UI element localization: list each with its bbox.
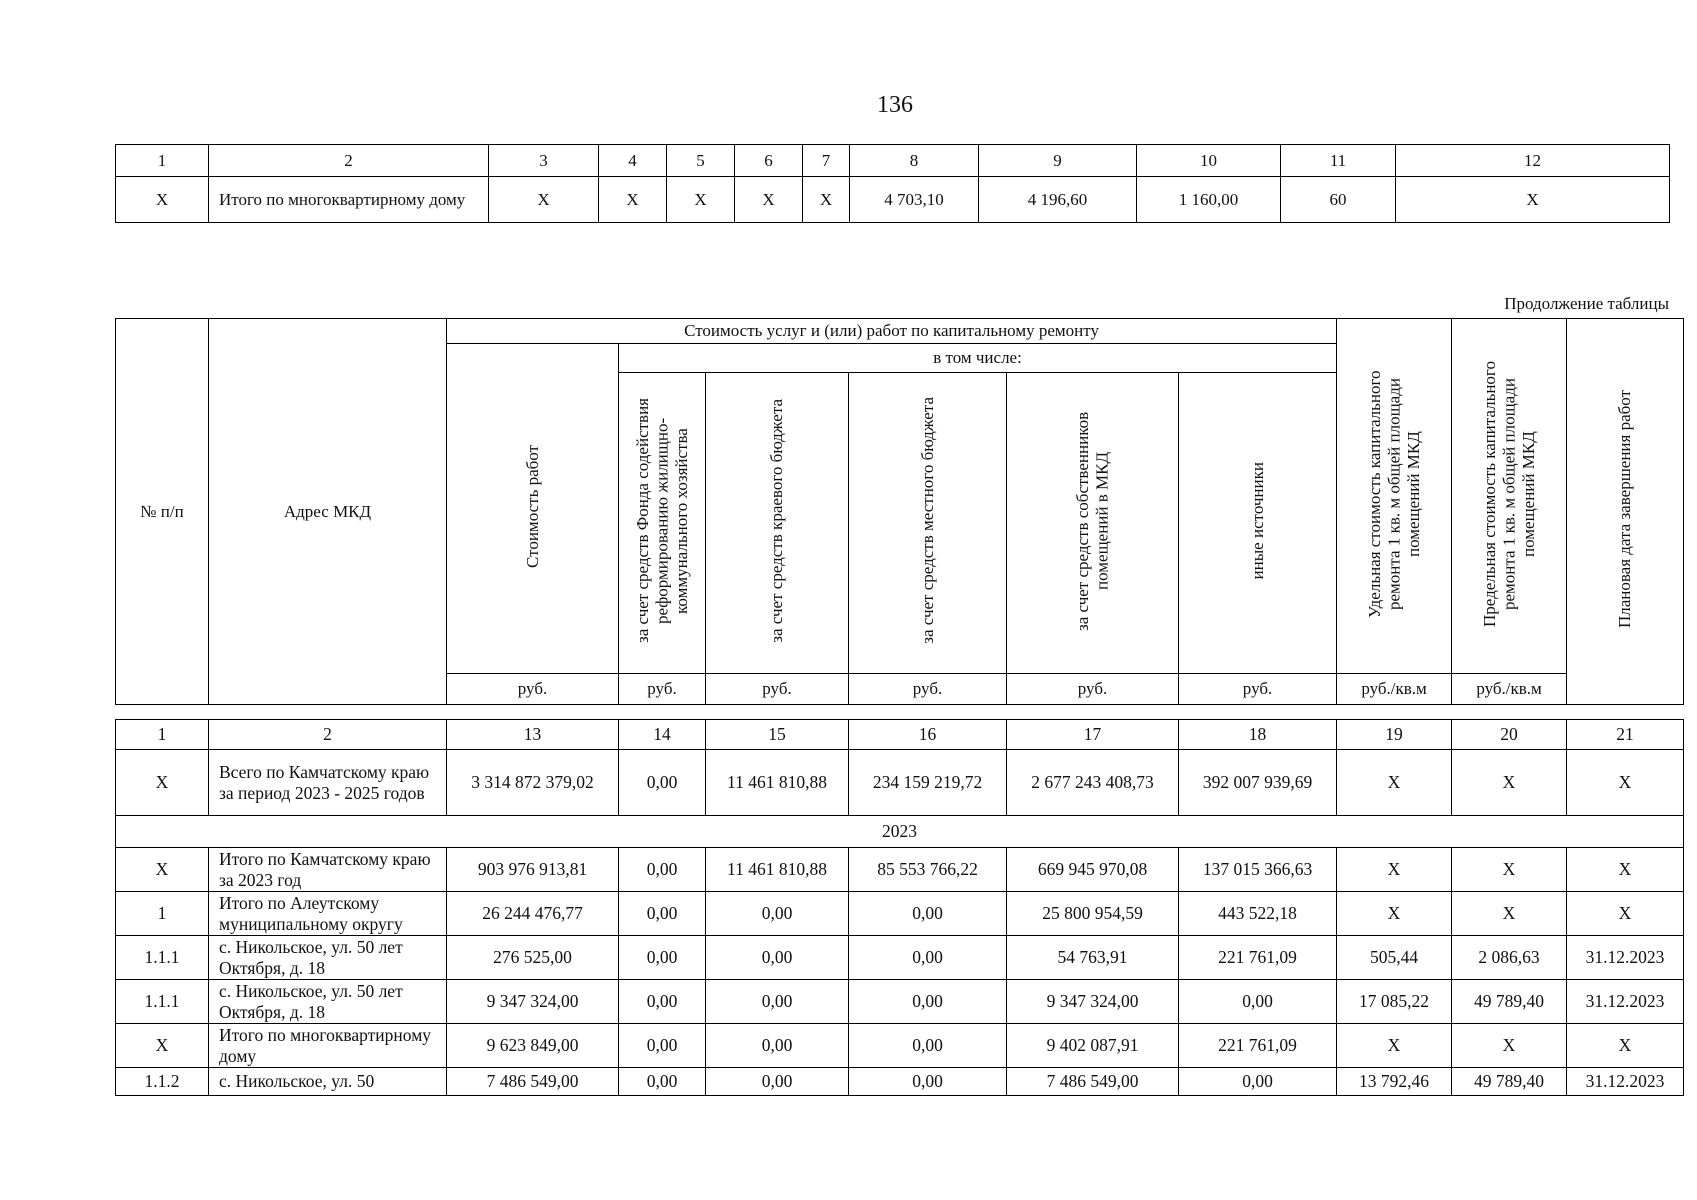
header-including: в том числе: [619,344,1337,373]
table-cell: 0,00 [1179,1068,1337,1096]
table-cell: 26 244 476,77 [447,892,619,936]
table-cell: 0,00 [619,1024,706,1068]
table-cell: 903 976 913,81 [447,848,619,892]
column-number-cell: 10 [1137,145,1281,177]
table-cell: Х [116,1024,209,1068]
table-cell: 4 703,10 [850,177,979,223]
year-cell: 2023 [116,816,1684,848]
table-cell: 276 525,00 [447,936,619,980]
header-regional: за счет средств краевого бюджета [706,373,849,674]
table-cell: 49 789,40 [1452,980,1567,1024]
table-cell: Х [1452,892,1567,936]
table-cell: 137 015 366,63 [1179,848,1337,892]
column-number-cell: 5 [667,145,735,177]
table-cell: Всего по Камчатскому краю за период 2023 - 2025 годов [209,750,447,816]
table-cell: 0,00 [849,1024,1007,1068]
table-cell: 31.12.2023 [1567,936,1684,980]
table-cell: 3 314 872 379,02 [447,750,619,816]
table-cell: Х [116,750,209,816]
table-cell: 0,00 [849,980,1007,1024]
table-cell: Х [667,177,735,223]
column-number-cell: 12 [1396,145,1670,177]
table-cell: 0,00 [619,980,706,1024]
unit-cell: руб. [706,674,849,705]
table-cell: с. Никольское, ул. 50 [209,1068,447,1096]
table-cell: 85 553 766,22 [849,848,1007,892]
table-cell: 13 792,46 [1337,1068,1452,1096]
table-cell: 234 159 219,72 [849,750,1007,816]
unit-cell: руб. [619,674,706,705]
table-cell: Х [1452,750,1567,816]
table-cell: Итого по Камчатскому краю за 2023 год [209,848,447,892]
column-number-cell: 4 [599,145,667,177]
column-number-cell: 2 [209,145,489,177]
table-cell: с. Никольское, ул. 50 лет Октября, д. 18 [209,936,447,980]
table-cell: 25 800 954,59 [1007,892,1179,936]
table-cell: 9 402 087,91 [1007,1024,1179,1068]
table-cell: 31.12.2023 [1567,980,1684,1024]
table-cell: Итого по Алеутскому муниципальному округу [209,892,447,936]
table-cell: Х [489,177,599,223]
unit-cell: руб. [849,674,1007,705]
column-number-cell: 21 [1567,720,1684,750]
top-table-row [116,177,1670,223]
table-cell: 0,00 [619,936,706,980]
year-row [116,816,1684,848]
header-local: за счет средств местного бюджета [849,373,1007,674]
table-cell: Итого по многоквартирному дому [209,1024,447,1068]
column-number-cell: 11 [1281,145,1396,177]
table-cell: 392 007 939,69 [1179,750,1337,816]
table-cell: 0,00 [849,892,1007,936]
table-cell: 60 [1281,177,1396,223]
header-other: иные источники [1179,373,1337,674]
table-row [116,980,1684,1024]
table-cell: с. Никольское, ул. 50 лет Октября, д. 18 [209,980,447,1024]
table-cell: 31.12.2023 [1567,1068,1684,1096]
table-cell: 9 347 324,00 [1007,980,1179,1024]
header-address: Адрес МКД [209,319,447,705]
table-cell: 9 623 849,00 [447,1024,619,1068]
table-cell: 1.1.2 [116,1068,209,1096]
column-number-cell: 15 [706,720,849,750]
unit-cell: руб. [1179,674,1337,705]
table-cell: 54 763,91 [1007,936,1179,980]
table-cell: 0,00 [849,1068,1007,1096]
column-number-cell: 13 [447,720,619,750]
table-cell: 669 945 970,08 [1007,848,1179,892]
table-cell: 2 677 243 408,73 [1007,750,1179,816]
table-cell: 0,00 [706,892,849,936]
table-cell: Х [735,177,803,223]
top-summary-table [115,144,1670,223]
table-cell: Х [1337,750,1452,816]
unit-cell: руб./кв.м [1337,674,1452,705]
table-cell: Х [1567,1024,1684,1068]
unit-cell: руб./кв.м [1452,674,1567,705]
table-cell: 221 761,09 [1179,936,1337,980]
header-limit-cost: Предельная стоимость капитального ремонта 1 кв. м общей площади помещений МКД [1452,319,1567,674]
table-cell: 1 [116,892,209,936]
header-cost-group: Стоимость услуг и (или) работ по капитальному ремонту [447,319,1337,344]
table-cell: Х [1567,750,1684,816]
table-cell: 1 160,00 [1137,177,1281,223]
main-table-body [115,719,1684,1096]
column-number-cell: 3 [489,145,599,177]
table-cell: Х [1452,848,1567,892]
table-row [116,892,1684,936]
table-cell: 4 196,60 [979,177,1137,223]
table-cell: 0,00 [706,1068,849,1096]
column-number-cell: 7 [803,145,850,177]
column-numbers-row [116,720,1684,750]
column-number-cell: 1 [116,720,209,750]
column-number-cell: 8 [850,145,979,177]
top-table-header-row [116,145,1670,177]
column-number-cell: 14 [619,720,706,750]
column-number-cell: 6 [735,145,803,177]
header-owners: за счет средств собственников помещений в МКД [1007,373,1179,674]
table-cell: 0,00 [619,1068,706,1096]
table-cell: Х [1452,1024,1567,1068]
table-cell: Х [803,177,850,223]
table-cell: 0,00 [619,750,706,816]
column-number-cell: 18 [1179,720,1337,750]
column-number-cell: 20 [1452,720,1567,750]
table-cell: 49 789,40 [1452,1068,1567,1096]
table-cell: 0,00 [706,1024,849,1068]
unit-cell: руб. [447,674,619,705]
table-cell: 0,00 [619,848,706,892]
column-number-cell: 19 [1337,720,1452,750]
column-number-cell: 16 [849,720,1007,750]
column-number-cell: 9 [979,145,1137,177]
table-cell: Х [1567,848,1684,892]
column-number-cell: 2 [209,720,447,750]
header-specific-cost: Удельная стоимость капитального ремонта 1 кв. м общей площади помещений МКД [1337,319,1452,674]
table-row [116,848,1684,892]
unit-cell: руб. [1007,674,1179,705]
header-planned-date: Плановая дата завершения работ [1567,319,1684,705]
table-cell: Х [1567,892,1684,936]
table-cell: 505,44 [1337,936,1452,980]
table-row [116,936,1684,980]
table-row [116,750,1684,816]
table-cell: Итого по многоквартирному дому [209,177,489,223]
table-cell: 11 461 810,88 [706,750,849,816]
table-cell: 11 461 810,88 [706,848,849,892]
table-cell: 0,00 [849,936,1007,980]
table-cell: 9 347 324,00 [447,980,619,1024]
header-cost-work: Стоимость работ [447,344,619,674]
table-cell: 0,00 [1179,980,1337,1024]
table-cell: 0,00 [619,892,706,936]
column-number-cell: 1 [116,145,209,177]
table-cell: 17 085,22 [1337,980,1452,1024]
main-table-header [115,318,1684,705]
table-cell: Х [116,848,209,892]
table-cell: 1.1.1 [116,936,209,980]
table-cell: Х [1396,177,1670,223]
table-cell: Х [116,177,209,223]
table-cell: 0,00 [706,980,849,1024]
page-number: 136 [877,92,913,118]
table-cell: Х [1337,848,1452,892]
table-cell: Х [1337,1024,1452,1068]
table-cell: 1.1.1 [116,980,209,1024]
header-num: № п/п [116,319,209,705]
table-row [116,1068,1684,1096]
table-cell: 443 522,18 [1179,892,1337,936]
column-number-cell: 17 [1007,720,1179,750]
continuation-label: Продолжение таблицы [1504,294,1669,313]
table-cell: Х [1337,892,1452,936]
table-cell: 2 086,63 [1452,936,1567,980]
table-cell: 7 486 549,00 [447,1068,619,1096]
table-cell: 0,00 [706,936,849,980]
table-row [116,1024,1684,1068]
table-cell: 7 486 549,00 [1007,1068,1179,1096]
table-cell: 221 761,09 [1179,1024,1337,1068]
header-fund: за счет средств Фонда содействия реформированию жилищно-коммунального хозяйства [619,373,706,674]
table-cell: Х [599,177,667,223]
